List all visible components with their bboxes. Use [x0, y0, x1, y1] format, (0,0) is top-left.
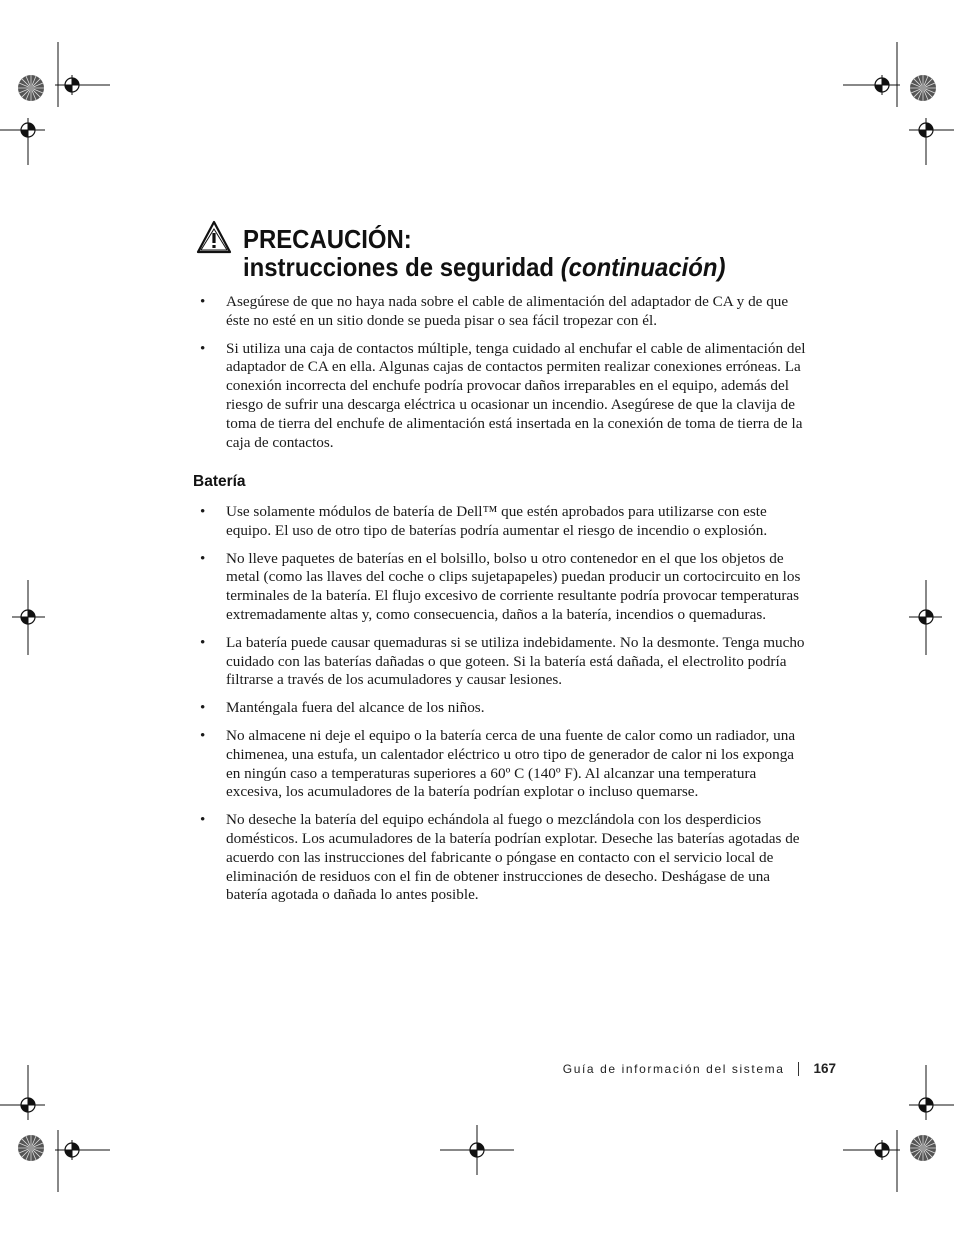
bullet-icon: •	[200, 633, 206, 651]
bullet-icon: •	[200, 811, 206, 829]
list-item-text: Si utiliza una caja de contactos múltiple, tenga cuidado al enchufar el cable de alimentación del adaptador de CA en ella. Algunas cajas de contactos permiten realizar conexiones erróneas. La conexión incorrecta del enchufe podría provocar daños irreparables en el equipo, además del riesgo de sufrir una descarga eléctrica u ocasionar un incendio. Asegúrese de que la clavija de toma de tierra del enchufe de alimentación está insertada en la conexión de toma de tierra de la caja de contactos.	[226, 339, 806, 451]
heading-continuation: (continuación)	[560, 252, 726, 282]
page-footer	[563, 1061, 836, 1076]
bullet-icon: •	[200, 726, 206, 744]
starburst-target-icon	[18, 1135, 44, 1161]
bullet-icon: •	[200, 339, 206, 357]
list-item	[198, 550, 808, 625]
crosshair-registration-mark-icon	[916, 120, 936, 140]
crosshair-registration-mark-icon	[18, 607, 38, 627]
crosshair-registration-mark-icon	[18, 120, 38, 140]
list-item	[198, 634, 808, 690]
starburst-target-icon	[18, 75, 44, 101]
crosshair-registration-mark-icon	[467, 1140, 487, 1160]
bullet-icon: •	[200, 503, 206, 520]
list-item	[198, 503, 808, 541]
list-item-text: No deseche la batería del equipo echándola al fuego o mezclándola con los desperdicios domésticos. Los acumuladores de la batería podrían explotar. Deseche las baterías agotadas de acuerdo con las instrucciones del fabricante o póngase en contacto con el servicio local de eliminación de residuos con el fin de obtener instrucciones de desecho. Deshágase de una batería agotada o dañada lo antes posible.	[226, 811, 800, 904]
starburst-target-icon	[910, 1135, 936, 1161]
bullet-icon: •	[200, 293, 206, 310]
battery-bullet-list	[198, 503, 808, 914]
crosshair-registration-mark-icon	[872, 75, 892, 95]
crosshair-registration-mark-icon	[916, 1095, 936, 1115]
heading-caution-label: PRECAUCIÓN:	[243, 224, 412, 254]
crosshair-registration-mark-icon	[62, 1140, 82, 1160]
list-item-text: Asegúrese de que no haya nada sobre el cable de alimentación del adaptador de CA y de que éste no esté en un sitio donde se pueda pisar o sea fácil tropezar con él.	[226, 293, 789, 329]
list-item-text: La batería puede causar quemaduras si se utiliza indebidamente. No la desmonte. Tenga mucho cuidado con las baterías dañadas o que goteen. Si la batería está dañada, el electrolito podría filtrarse a través de los acumuladores y causar lesiones.	[226, 633, 805, 689]
starburst-target-icon	[910, 75, 936, 101]
crosshair-registration-mark-icon	[916, 607, 936, 627]
list-item-text: No lleve paquetes de baterías en el bolsillo, bolso u otro contenedor en el que los objetos de metal (como las llaves del coche o clips sujetapapeles) puedan producir un cortocircuito en los terminales de la batería. El flujo excesivo de corriente resultante podría provocar temperaturas extremadamente altas y, como consecuencia, daños a la batería, incendios o quemaduras.	[226, 549, 801, 623]
bullet-icon: •	[200, 699, 206, 717]
crosshair-registration-mark-icon	[872, 1140, 892, 1160]
heading-subtitle	[243, 252, 725, 282]
heading-subtitle-text: instrucciones de seguridad	[243, 252, 561, 282]
crosshair-registration-mark-icon	[62, 75, 82, 95]
list-item-text: Manténgala fuera del alcance de los niños.	[226, 699, 485, 717]
footer-divider	[798, 1062, 799, 1076]
section-title-bateria: Batería	[193, 473, 246, 490]
list-item	[198, 340, 808, 453]
list-item-text: No almacene ni deje el equipo o la batería cerca de una fuente de calor como un radiador, una chimenea, una estufa, un calentador eléctrico u otro tipo de generador de calor ni los exponga en ningún caso a temperaturas superiores a 60º C (140º F). Al alcanzar una temperatura excesiva, los acumuladores de la batería podrían explotar o incluso quemarse.	[226, 726, 796, 801]
list-item	[198, 699, 808, 718]
bullet-icon: •	[200, 549, 206, 567]
footer-document-title: Guía de información del sistema	[562, 1061, 785, 1076]
list-item	[198, 293, 808, 331]
crosshair-registration-mark-icon	[18, 1095, 38, 1115]
list-item	[198, 727, 808, 802]
list-item-text: Use solamente módulos de batería de Dell™ que estén aprobados para utilizarse con este equipo. El uso de otro tipo de baterías podría aumentar el riesgo de incendio o explosión.	[226, 503, 768, 539]
warning-triangle-icon	[196, 220, 232, 254]
list-item	[198, 811, 808, 905]
intro-bullet-list	[198, 293, 808, 461]
page-number: 167	[813, 1061, 836, 1076]
